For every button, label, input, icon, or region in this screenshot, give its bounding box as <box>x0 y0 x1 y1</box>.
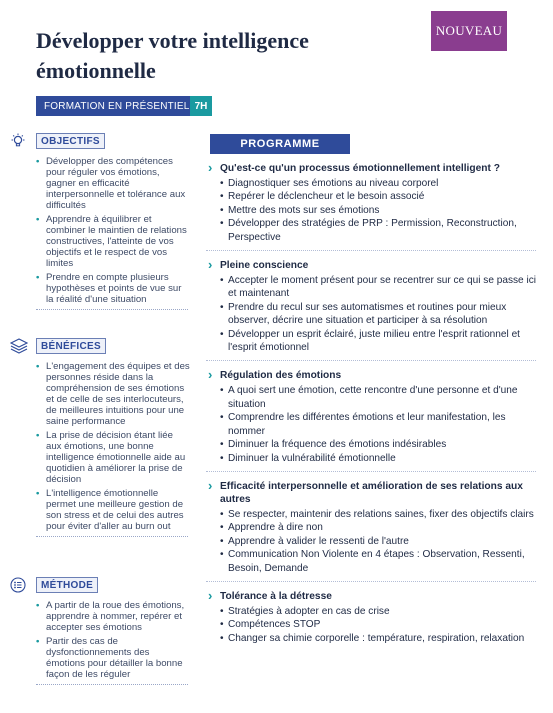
divider <box>206 360 536 361</box>
section-title: OBJECTIFS <box>36 133 105 149</box>
list-item: • L'intelligence émotionnelle permet une meilleure gestion de son stress et de celui des autres pour éviter d'aller au burn out <box>36 488 190 532</box>
list-item: • A partir de la roue des émotions, apprendre à nommer, repérer et accepter ses émotions <box>36 600 190 633</box>
programme-point: • Repérer le déclencheur et le besoin associé <box>206 190 541 203</box>
programme-point: • Apprendre à valider le ressenti de l'autre <box>206 535 541 548</box>
section-methode <box>10 576 190 685</box>
list-item: • La prise de décision étant liée aux émotions, une bonne intelligence émotionnelle aide au quotidien à améliorer la prise de décision <box>36 430 190 485</box>
programme-heading: › Tolérance à la détresse <box>206 590 541 603</box>
programme-point: • Diminuer la fréquence des émotions indésirables <box>206 438 541 451</box>
divider <box>206 250 536 251</box>
programme-point: • Se respecter, maintenir des relations saines, fixer des objectifs clairs <box>206 508 541 521</box>
programme-point: • Mettre des mots sur ses émotions <box>206 204 541 217</box>
programme-column <box>206 134 541 645</box>
section-objectifs <box>10 132 190 310</box>
list-item: • Partir des cas de dysfonctionnements des émotions pour détailler la bonne façon de les réguler <box>36 636 190 680</box>
list-item: • Apprendre à équilibrer et combiner le maintien de relations constructives, l'atteinte de vos objectifs et le respect de vos limites <box>36 214 190 269</box>
programme-point: • Apprendre à dire non <box>206 521 541 534</box>
programme-point: • Diminuer la vulnérabilité émotionnelle <box>206 452 541 465</box>
programme-point: • Diagnostiquer ses émotions au niveau corporel <box>206 177 541 190</box>
programme-point: • Développer des stratégies de PRP : Permission, Reconstruction, Perspective <box>206 217 541 244</box>
programme-heading: › Efficacité interpersonnelle et amélioration de ses relations aux autres <box>206 480 541 506</box>
programme-item <box>206 369 541 471</box>
format-bar <box>36 96 212 116</box>
programme-point: • Prendre du recul sur ses automatismes et routines pour mieux observer, décrire une situation et participer à sa résolution <box>206 301 541 328</box>
programme-item <box>206 259 541 361</box>
programme-item <box>206 590 541 645</box>
programme-item <box>206 480 541 582</box>
divider <box>36 684 188 685</box>
divider <box>36 309 188 310</box>
format-label: FORMATION EN PRÉSENTIEL <box>36 96 190 116</box>
section-title: BÉNÉFICES <box>36 338 106 354</box>
divider <box>36 536 188 537</box>
programme-point: • Stratégies à adopter en cas de crise <box>206 605 541 618</box>
list-item: • Développer des compétences pour réguler vos émotions, gagner en efficacité interpersonnelle et tolérance aux difficultés <box>36 156 190 211</box>
programme-point: • Comprendre les différentes émotions et leur manifestation, les nommer <box>206 411 541 438</box>
divider <box>206 471 536 472</box>
lightbulb-icon <box>10 132 30 150</box>
programme-point: • A quoi sert une émotion, cette rencontre d'une personne et d'une situation <box>206 384 541 411</box>
list-item: • L'engagement des équipes et des personnes réside dans la compréhension de ses émotions et de celle de ses interlocuteurs, de meilleures intuitions pour une saine performance <box>36 361 190 427</box>
section-benefices <box>10 337 190 537</box>
programme-point: • Changer sa chimie corporelle : température, respiration, relaxation <box>206 632 541 645</box>
layers-icon <box>10 337 30 355</box>
new-badge: NOUVEAU <box>431 11 507 51</box>
programme-title: PROGRAMME <box>210 134 350 154</box>
page-title: Développer votre intelligence émotionnelle <box>36 28 309 83</box>
programme-heading: › Pleine conscience <box>206 259 541 272</box>
programme-heading: › Régulation des émotions <box>206 369 541 382</box>
programme-point: • Compétences STOP <box>206 618 541 631</box>
programme-heading: › Qu'est-ce qu'un processus émotionnellement intelligent ? <box>206 162 541 175</box>
list-icon <box>10 576 30 594</box>
programme-point: • Communication Non Violente en 4 étapes : Observation, Ressenti, Besoin, Demande <box>206 548 541 575</box>
programme-point: • Accepter le moment présent pour se recentrer sur ce qui se passe ici et maintenant <box>206 274 541 301</box>
list-item: • Prendre en compte plusieurs hypothèses et points de vue sur la réalité d'une situation <box>36 272 190 305</box>
section-title: MÉTHODE <box>36 577 98 593</box>
format-duration: 7H <box>190 96 212 116</box>
divider <box>206 581 536 582</box>
programme-point: • Développer un esprit éclairé, juste milieu entre l'esprit rationnel et l'esprit émotionnel <box>206 328 541 355</box>
programme-item <box>206 162 541 251</box>
